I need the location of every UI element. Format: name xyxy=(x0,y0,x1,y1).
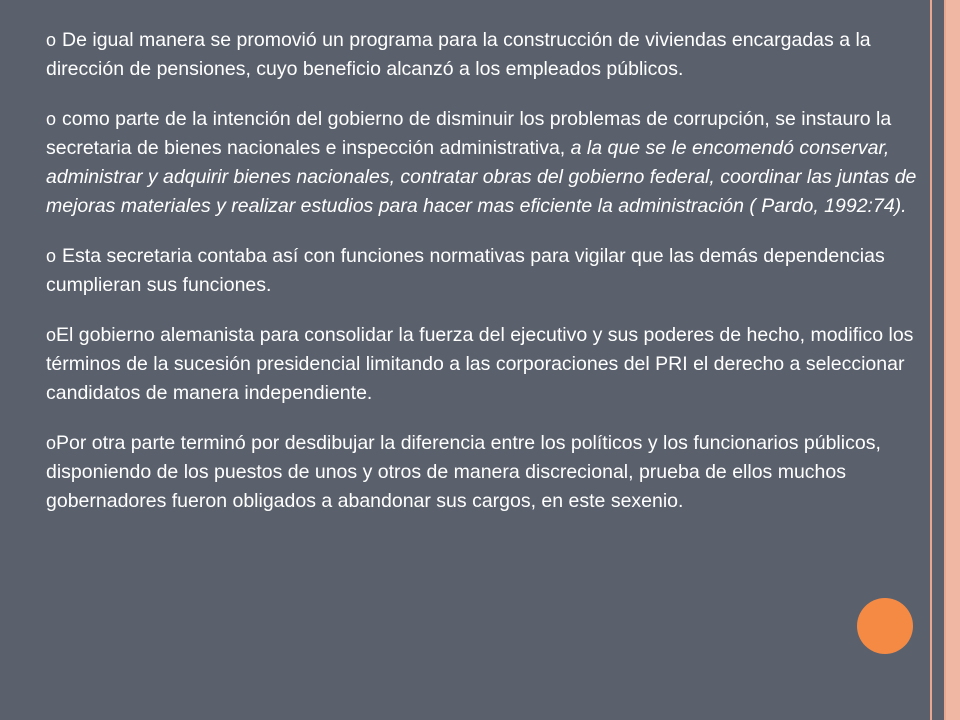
paragraph-text: De igual manera se promovió un programa para la construcción de viviendas encargadas a la dirección de pensiones, cuyo beneficio alcanzó a los empleados públicos. xyxy=(46,29,871,80)
frame-band xyxy=(933,0,944,720)
bullet-marker: o xyxy=(46,246,57,266)
bullet-marker: o xyxy=(46,433,57,453)
paragraph-text: como parte de la intención del gobierno de disminuir los problemas de corrupción, se instauro la secretaria de bienes nacionales e inspección administrativa, xyxy=(46,108,892,159)
bullet-marker: o xyxy=(46,109,57,129)
slide-body xyxy=(46,26,931,537)
paragraph-text: El gobierno alemanista para consolidar la fuerza del ejecutivo y sus poderes de hecho, modifico los términos de la sucesión presidencial limitando a las corporaciones del PRI el derecho a seleccionar candidatos de manera independiente. xyxy=(46,324,914,404)
frame-outer-stripe xyxy=(946,0,960,720)
paragraph-italic-text: a la que se le encomendó conservar, administrar y adquirir bienes nacionales, contratar obras del gobierno federal, coordinar las juntas de mejoras materiales y realizar estudios para hacer mas eficiente la administración ( Pardo, 1992:74). xyxy=(46,137,917,217)
bullet-paragraph-4 xyxy=(46,321,931,408)
bullet-paragraph-5 xyxy=(46,429,931,516)
accent-circle xyxy=(857,598,913,654)
bullet-paragraph-1 xyxy=(46,26,931,84)
bullet-paragraph-3 xyxy=(46,242,931,300)
bullet-marker: o xyxy=(46,325,57,345)
bullet-paragraph-2 xyxy=(46,105,931,221)
bullet-marker: o xyxy=(46,30,57,50)
paragraph-text: Por otra parte terminó por desdibujar la diferencia entre los políticos y los funcionarios públicos, disponiendo de los puestos de unos y otros de manera discrecional, prueba de ellos muchos gobernadores fueron obligados a abandonar sus cargos, en este sexenio. xyxy=(46,432,881,512)
paragraph-text: Esta secretaria contaba así con funciones normativas para vigilar que las demás dependencias cumplieran sus funciones. xyxy=(46,245,885,296)
